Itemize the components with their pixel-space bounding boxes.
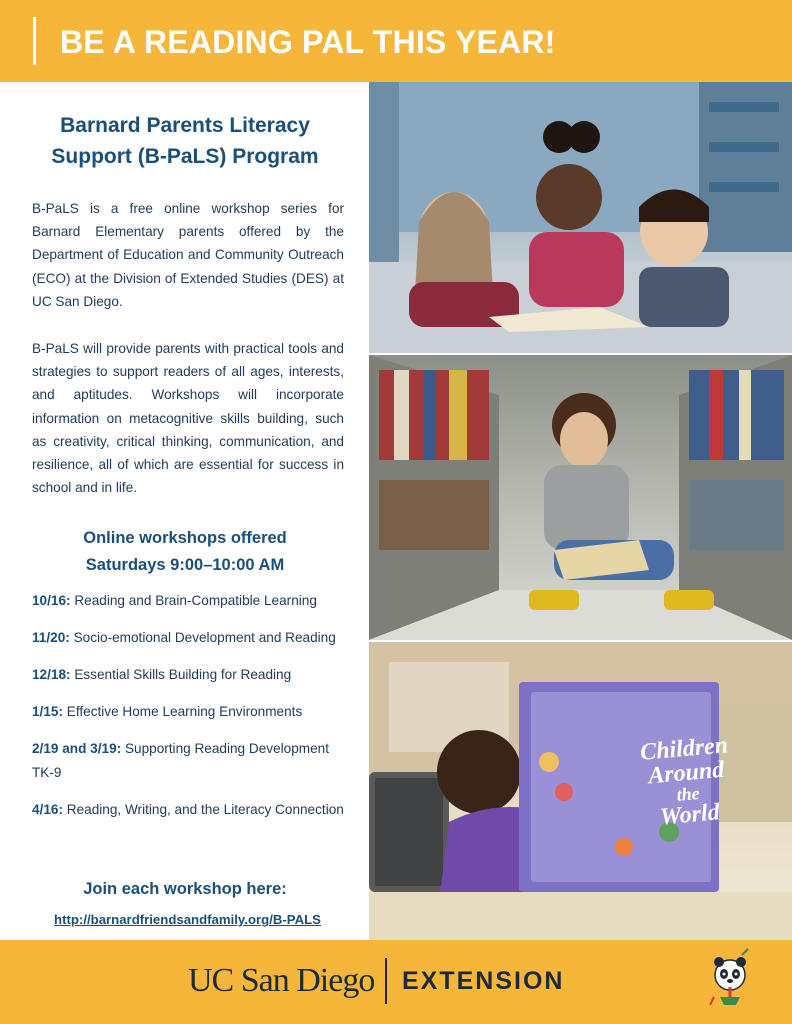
workshop-item (32, 663, 352, 687)
workshop-date: 4/16: (32, 801, 63, 817)
intro-paragraph-2: B-PaLS will provide parents with practical tools and strategies to support readers of all ages, interests, and aptitudes. Workshops will incorporate information on metacognitive skills building, such as creativity, critical thinking, communication, and resilience, all of which are essential for success in school and in life. (32, 341, 344, 496)
photo-1-illustration (369, 82, 792, 353)
workshop-topic: Supporting Reading Development TK-9 (32, 741, 329, 780)
footer-banner (0, 940, 792, 1024)
ucsd-logo: UC San Diego (188, 962, 375, 999)
header-divider (33, 17, 36, 65)
program-title (20, 110, 350, 172)
program-title-line-1: Barnard Parents Literacy (60, 114, 310, 137)
workshop-topic: Reading, Writing, and the Literacy Connection (62, 801, 344, 817)
panda-reader-icon (706, 947, 754, 1009)
workshop-item (32, 700, 352, 724)
workshop-topic: Reading and Brain-Compatible Learning (70, 593, 317, 608)
book-title-line-3: the (675, 782, 701, 805)
extension-label: EXTENSION (402, 967, 565, 995)
book-title-line-4: World (659, 799, 721, 831)
book-title-line-1: Children (639, 732, 730, 766)
workshop-date: 11/20: (32, 630, 70, 645)
header-banner (0, 0, 792, 82)
footer-divider (385, 958, 387, 1004)
page-title: BE A READING PAL THIS YEAR! (60, 24, 556, 60)
intro-paragraph-1: B-PaLS is a free online workshop series for Barnard Elementary parents offered by the Department of Education and Community Outreach (ECO) at the Division of Extended Studies (DES) at UC San Diego. (32, 201, 344, 309)
join-heading: Join each workshop here: (83, 880, 287, 898)
workshop-list (32, 589, 352, 835)
workshop-topic: Socio-emotional Development and Reading (69, 630, 336, 645)
photo-2-illustration (369, 355, 792, 640)
workshop-topic: Effective Home Learning Environments (62, 704, 303, 719)
book-title-line-2: Around (647, 756, 726, 790)
photo-child-reading-book (369, 642, 792, 940)
photo-children-reading-on-floor (369, 82, 792, 353)
workshop-item (32, 626, 352, 650)
workshops-heading (20, 525, 350, 579)
workshop-item (32, 589, 352, 613)
photo-boy-reading-in-library (369, 355, 792, 640)
workshop-date: 12/18: (32, 667, 71, 682)
workshops-heading-line-1: Online workshops offered (83, 529, 287, 547)
workshop-item (32, 798, 352, 822)
program-title-line-2: Support (B-PaLS) Program (51, 145, 319, 168)
book-cover-title (623, 732, 750, 832)
workshop-link[interactable]: http://barnardfriendsandfamily.org/B-PALS (54, 912, 321, 927)
workshop-item (32, 737, 352, 784)
workshop-date: 2/19 and 3/19: (32, 741, 122, 756)
workshop-date: 10/16: (32, 593, 71, 608)
workshop-date: 1/15: (32, 704, 63, 719)
workshops-heading-line-2: Saturdays 9:00–10:00 AM (85, 556, 285, 574)
workshop-topic: Essential Skills Building for Reading (70, 667, 292, 682)
